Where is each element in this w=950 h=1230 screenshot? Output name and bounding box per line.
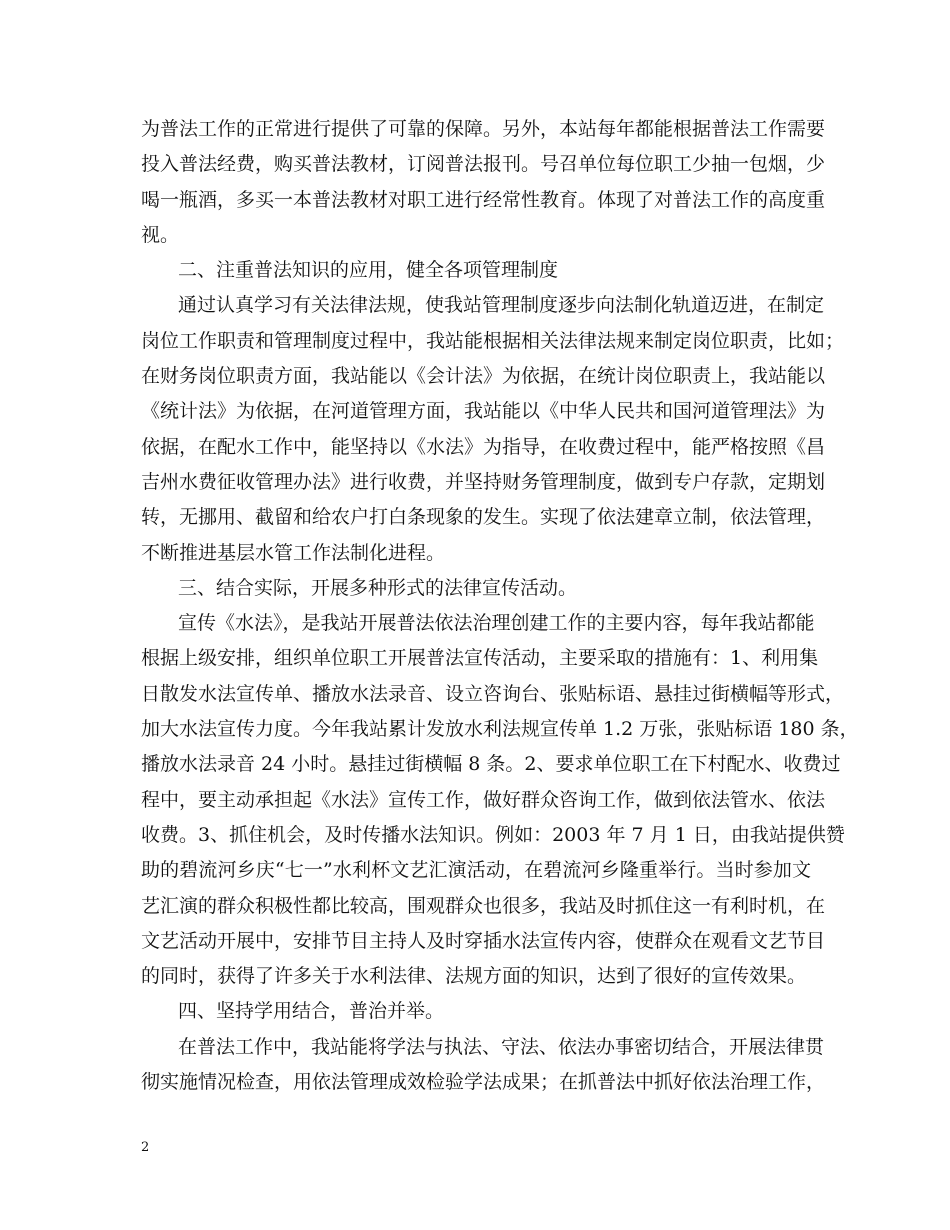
document-body: [141, 112, 859, 1100]
section-heading: 三、结合实际，开展多种形式的法律宣传活动。: [178, 576, 578, 599]
text-line: 播放水法录音 24 小时。悬挂过街横幅 8 条。2、要求单位职工在下村配水、收费过: [141, 753, 841, 776]
text-line: 助的碧流河乡庆“七一”水利杯文艺汇演活动，在碧流河乡隆重举行。当时参加文: [141, 859, 811, 882]
text-line: 彻实施情况检查，用依法管理成效检验学法成果；在抓普法中抓好依法治理工作，: [141, 1071, 826, 1094]
text-line: 艺汇演的群众积极性都比较高，围观群众也很多，我站及时抓住这一有利时机，在: [141, 894, 826, 917]
text-line: 在财务岗位职责方面，我站能以《会计法》为依据，在统计岗位职责上，我站能以: [141, 365, 826, 388]
section-heading: 四、坚持学用结合，普治并举。: [178, 1000, 445, 1023]
text-line: 收费。3、抓住机会，及时传播水法知识。例如：2003 年 7 月 1 日，由我站提供赞: [141, 823, 845, 846]
text-line: 为普法工作的正常进行提供了可靠的保障。另外，本站每年都能根据普法工作需要: [141, 118, 826, 140]
text-line: 宣传《水法》，是我站开展普法依法治理创建工作的主要内容，每年我站都能: [178, 612, 815, 635]
text-line: 在普法工作中，我站能将学法与执法、守法、依法办事密切结合，开展法律贯: [178, 1035, 825, 1058]
text-line: 加大水法宣传力度。今年我站累计发放水利法规宣传单 1.2 万张，张贴标语 180 条，: [141, 718, 859, 741]
page-number: 2: [141, 1140, 150, 1155]
text-line: 日散发水法宣传单、播放水法录音、设立咨询台、张贴标语、悬挂过街横幅等形式，: [141, 682, 845, 705]
text-line: 的同时，获得了许多关于水利法律、法规方面的知识，达到了很好的宣传效果。: [141, 965, 807, 988]
text-line: 根据上级安排，组织单位职工开展普法宣传活动，主要采取的措施有：1、利用集: [141, 647, 819, 670]
text-line: 喝一瓶酒，多买一本普法教材对职工进行经常性教育。体现了对普法工作的高度重: [141, 188, 826, 211]
text-line: 岗位工作职责和管理制度过程中，我站能根据相关法律法规来制定岗位职责，比如；: [141, 329, 845, 352]
text-line: 投入普法经费，购买普法教材，订阅普法报刊。号召单位每位职工少抽一包烟，少: [141, 153, 826, 176]
text-line: 文艺活动开展中，安排节目主持人及时穿插水法宣传内容，使群众在观看文艺节目: [141, 929, 826, 952]
text-line: 依据，在配水工作中，能坚持以《水法》为指导，在收费过程中，能严格按照《昌: [141, 435, 826, 458]
text-line: 不断推进基层水管工作法制化进程。: [141, 541, 446, 564]
text-line: 转，无挪用、截留和给农户打白条现象的发生。实现了依法建章立制，依法管理，: [141, 506, 826, 529]
text-line: 《统计法》为依据，在河道管理方面，我站能以《中华人民共和国河道管理法》为: [141, 400, 826, 423]
text-line: 视。: [141, 223, 180, 246]
text-line: 通过认真学习有关法律法规，使我站管理制度逐步向法制化轨道迈进，在制定: [178, 294, 825, 317]
text-line: 吉州水费征收管理办法》进行收费，并坚持财务管理制度，做到专户存款，定期划: [141, 470, 826, 493]
section-heading: 二、注重普法知识的应用，健全各项管理制度: [178, 259, 559, 282]
text-line: 程中，要主动承担起《水法》宣传工作，做好群众咨询工作，做到依法管水、依法: [141, 788, 826, 811]
